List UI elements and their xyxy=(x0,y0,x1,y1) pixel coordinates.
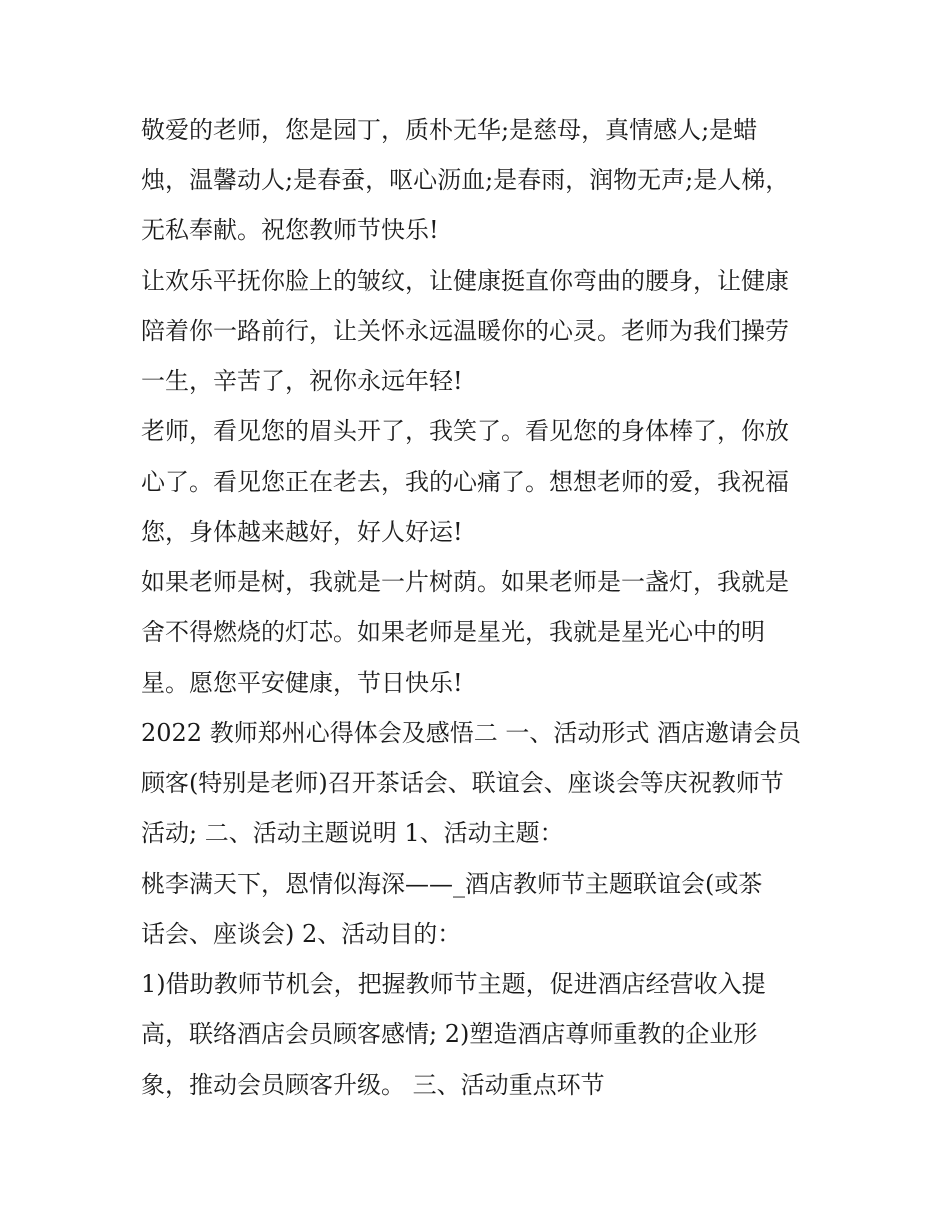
text-line: 星。愿您平安健康，节日快乐! xyxy=(141,669,463,697)
text-line: 活动; 二、活动主题说明 1、活动主题： xyxy=(141,819,564,847)
text-line: 1)借助教师节机会，把握教师节主题，促进酒店经营收入提 xyxy=(141,970,766,998)
text-line: 烛，温馨动人;是春蚕，呕心沥血;是春雨，润物无声;是人梯， xyxy=(141,166,790,194)
text-line: 您，身体越来越好，好人好运! xyxy=(141,518,463,546)
text-line: 一生，辛苦了，祝你永远年轻! xyxy=(141,367,463,395)
text-line: 心了。看见您正在老去，我的心痛了。想想老师的爱，我祝福 xyxy=(141,468,789,496)
text-line: 无私奉献。祝您教师节快乐! xyxy=(141,216,439,244)
text-line: 老师，看见您的眉头开了，我笑了。看见您的身体棒了，你放 xyxy=(141,417,789,445)
text-line: 如果老师是树，我就是一片树荫。如果老师是一盏灯，我就是 xyxy=(141,568,789,596)
text-line: 敬爱的老师，您是园丁，质朴无华;是慈母，真情感人;是蜡 xyxy=(141,116,758,144)
text-line: 舍不得燃烧的灯芯。如果老师是星光，我就是星光心中的明 xyxy=(141,618,765,646)
text-line: 桃李满天下，恩情似海深——_酒店教师节主题联谊会(或茶 xyxy=(141,870,763,898)
text-line: 顾客(特别是老师)召开茶话会、联谊会、座谈会等庆祝教师节 xyxy=(141,769,784,797)
text-line: 高，联络酒店会员顾客感情; 2)塑造酒店尊师重教的企业形 xyxy=(141,1020,758,1048)
text-line: 陪着你一路前行，让关怀永远温暖你的心灵。老师为我们操劳 xyxy=(141,317,789,345)
text-line: 话会、座谈会) 2、活动目的： xyxy=(141,920,462,948)
text-line: 让欢乐平抚你脸上的皱纹，让健康挺直你弯曲的腰身，让健康 xyxy=(141,267,789,295)
text-line: 象，推动会员顾客升级。 三、活动重点环节 xyxy=(141,1071,605,1099)
text-line: 2022 教师郑州心得体会及感悟二 一、活动形式 酒店邀请会员 xyxy=(141,719,801,747)
